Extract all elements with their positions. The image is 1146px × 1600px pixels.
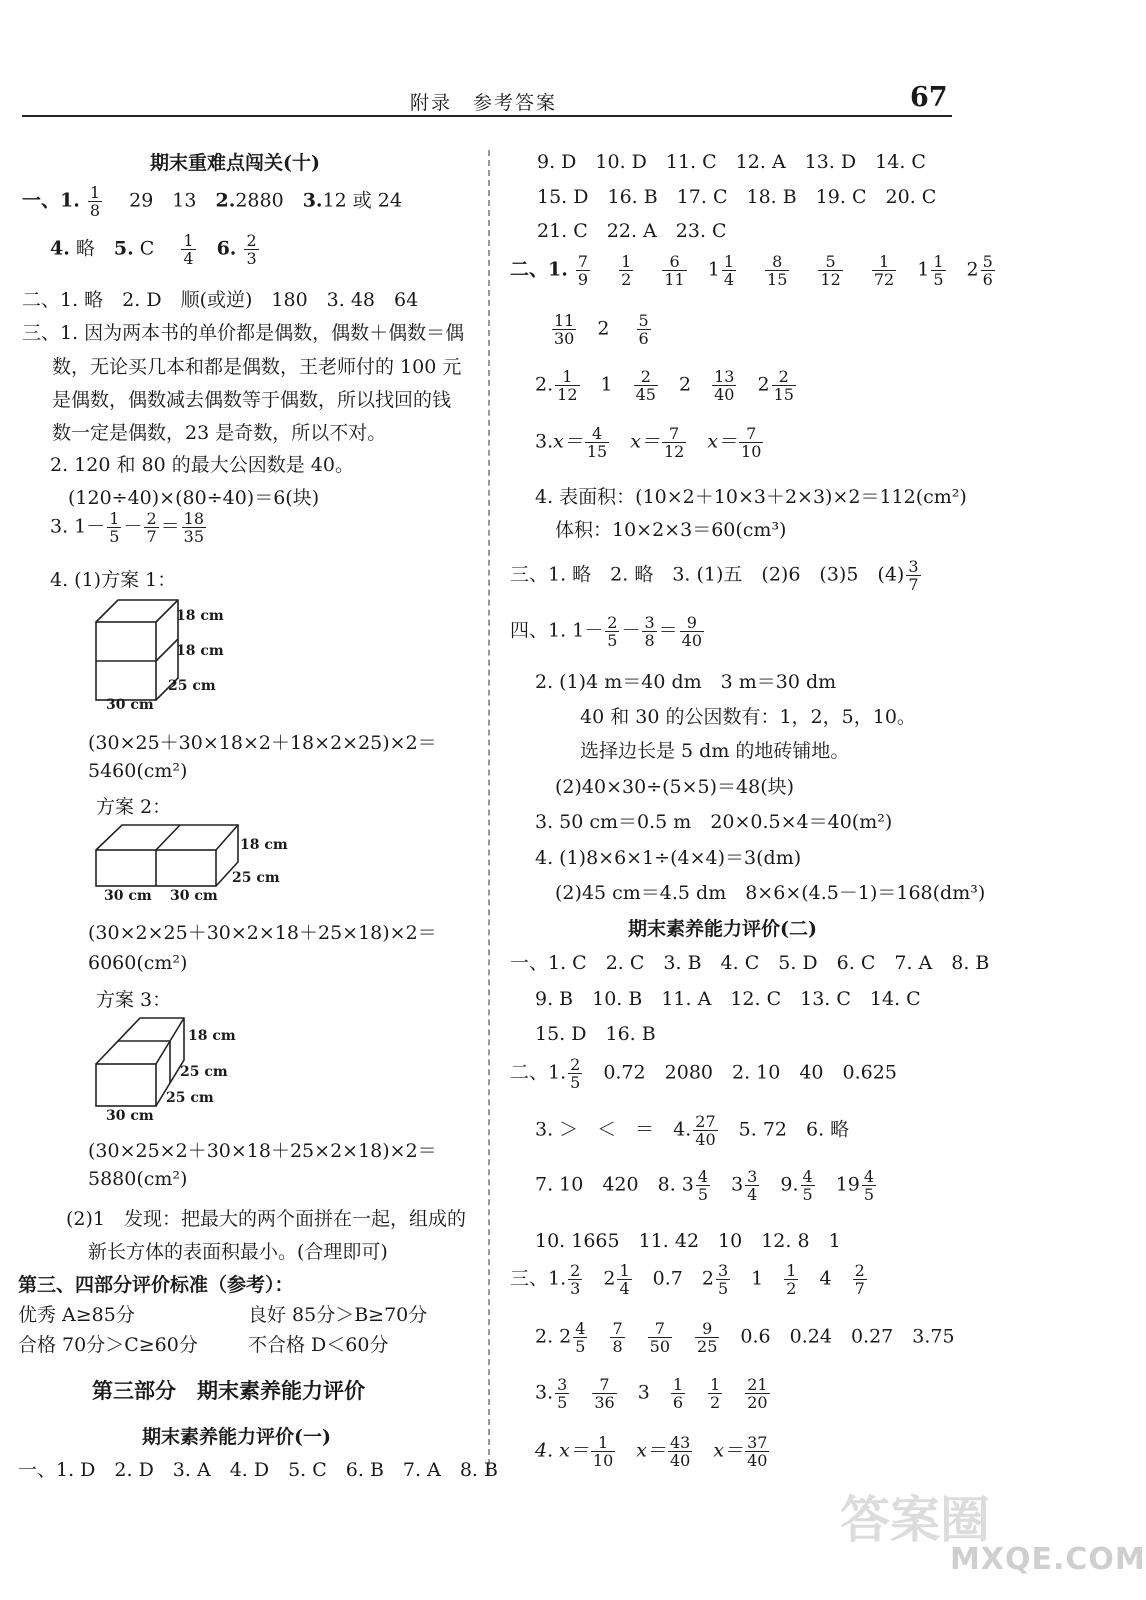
column-divider — [488, 150, 490, 1475]
answer-line: 5460(cm²) — [88, 760, 188, 782]
section-title: 期末素养能力评价(二) — [628, 918, 817, 940]
answer-line: 7. 10 420 8. 3 $\frac{4}{5}$ 3 $\frac{3}{4}$ 9. $\frac{4}{5}$ 19 $\frac{4}{5}$ — [535, 1167, 875, 1204]
answer-line: 6060(cm²) — [88, 952, 188, 974]
cuboid-figure-plan-2 — [92, 820, 242, 892]
answer-line: 4. 表面积：(10×2＋10×3＋2×3)×2＝112(cm²) — [535, 486, 967, 508]
answer-line: 2. 2 $\frac{4}{5}$ $\frac{7}{8}$ $\frac{7}{50}$ $\frac{9}{25}$ 0.6 0.24 0.27 3.75 — [535, 1319, 955, 1356]
dimension-label: 25 cm — [232, 870, 280, 886]
answer-line: 一、1. D 2. D 3. A 4. D 5. C 6. B 7. A 8. B — [18, 1459, 498, 1481]
answer-line: 4. (1)方案 1： — [50, 569, 177, 591]
answer-line: 3. $\frac{3}{5}$ $\frac{7}{36}$ 3 $\frac{1}{6}$ $\frac{1}{2}$ $\frac{21}{20}$ — [535, 1375, 768, 1412]
dimension-label: 30 cm — [106, 1108, 154, 1124]
answer-line: 2. 120 和 80 的最大公因数是 40。 — [50, 454, 354, 476]
dimension-label: 25 cm — [168, 678, 216, 694]
answer-line: 15. D 16. B 17. C 18. B 19. C 20. C — [537, 186, 937, 208]
page-number: 67 — [910, 82, 948, 113]
dimension-label: 18 cm — [240, 837, 288, 853]
answer-line: 3. 1－ $\frac{1}{5}$ － $\frac{2}{7}$ ＝ $\frac{18}{35}$ — [50, 509, 205, 546]
answer-line: 9. B 10. B 11. A 12. C 13. C 14. C — [535, 988, 921, 1010]
answer-line: 40 和 30 的公因数有：1，2，5，10。 — [580, 706, 916, 728]
fraction: $\frac{1}{8}$ — [89, 183, 101, 220]
answer-line: 二、1. $\frac{7}{9}$ $\frac{1}{2}$ $\frac{6}{11}$ 1 $\frac{1}{4}$ $\frac{8}{15}$ $\frac{5}{12}$ $\frac{1}{72}$ 1 $\frac{1}{5}$ 2 $\frac{5}{6}$ — [510, 252, 993, 289]
answer-line: 9. D 10. D 11. C 12. A 13. D 14. C — [537, 151, 926, 173]
answer-line: 一、1. $\frac{1}{8}$ 29 13 2.2880 3.12 或 24 — [22, 183, 402, 220]
answer-line: (30×25×2＋30×18＋25×2×18)×2＝ — [88, 1140, 437, 1162]
answer-line: 选择边长是 5 dm 的地砖铺地。 — [580, 740, 850, 762]
answer-line: (2)45 cm＝4.5 dm 8×6×(4.5－1)＝168(dm³) — [555, 882, 986, 904]
answer-line: 四、1. 1－ $\frac{2}{5}$ － $\frac{3}{8}$ ＝ $\frac{9}{40}$ — [510, 613, 703, 650]
answer-line: 3. 50 cm＝0.5 m 20×0.5×4＝40(m²) — [535, 811, 893, 833]
watermark-logo: 答案圈 — [840, 1491, 990, 1549]
answer-line: 5880(cm²) — [88, 1168, 188, 1190]
dimension-label: 25 cm — [166, 1090, 214, 1106]
watermark-url: MXQE.COM — [950, 1542, 1146, 1577]
answer-line: 10. 1665 11. 42 10 12. 8 1 — [535, 1230, 841, 1252]
cuboid-figure-plan-1 — [92, 592, 182, 712]
answer-line: 新长方体的表面积最小。(合理即可) — [88, 1241, 388, 1263]
dimension-label: 30 cm — [106, 697, 154, 713]
grading-criteria-title: 第三、四部分评价标准（参考）： — [18, 1274, 294, 1296]
answer-line: 体积：10×2×3＝60(cm³) — [555, 519, 787, 541]
answer-line: 数一定是偶数，23 是奇数，所以不对。 — [52, 422, 387, 444]
answer-line: 3.x＝ $\frac{4}{15}$ x＝ $\frac{7}{12}$ x＝ $\frac{7}{10}$ — [535, 424, 762, 461]
grading-row: 优秀 A≥85分 — [18, 1304, 135, 1326]
grading-row: 良好 85分＞B≥70分 — [248, 1304, 428, 1326]
grading-row: 不合格 D＜60分 — [248, 1334, 389, 1356]
answer-line: 4. (1)8×6×1÷(4×4)＝3(dm) — [535, 847, 802, 869]
dimension-label: 25 cm — [180, 1064, 228, 1080]
dimension-label: 30 cm — [170, 888, 218, 904]
answer-line: 4. x＝ $\frac{1}{10}$ x＝ $\frac{43}{40}$ x＝ $\frac{37}{40}$ — [535, 1433, 768, 1470]
answer-line: 15. D 16. B — [535, 1023, 656, 1045]
grading-row: 合格 70分＞C≥60分 — [18, 1334, 198, 1356]
answer-line: 三、1. $\frac{2}{3}$ 2 $\frac{1}{4}$ 0.7 2 $\frac{3}{5}$ 1 $\frac{1}{2}$ 4 $\frac{2}{7}$ — [510, 1261, 865, 1298]
part-title: 第三部分 期末素养能力评价 — [92, 1378, 365, 1403]
answer-line: 4. 略 5. C $\frac{1}{4}$ 6. $\frac{2}{3}$ — [50, 231, 257, 268]
section-title: 期末素养能力评价(一) — [142, 1426, 331, 1448]
answer-line: (30×25＋30×18×2＋18×2×25)×2＝ — [88, 732, 437, 754]
watermark — [840, 1480, 1146, 1580]
answer-line: 21. C 22. A 23. C — [537, 220, 727, 242]
dimension-label: 18 cm — [176, 643, 224, 659]
header-title: 附录 参考答案 — [410, 92, 558, 114]
dimension-label: 18 cm — [176, 608, 224, 624]
dimension-label: 30 cm — [104, 888, 152, 904]
answer-line: (120÷40)×(80÷40)＝6(块) — [68, 487, 320, 509]
answer-line: 2. $\frac{1}{12}$ 1 $\frac{2}{45}$ 2 $\frac{13}{40}$ 2 $\frac{2}{15}$ — [535, 367, 794, 404]
answer-line: 三、1. 因为两本书的单价都是偶数，偶数＋偶数＝偶 — [22, 322, 465, 344]
header-rule — [22, 115, 952, 117]
answer-line: 3. ＞ ＜ ＝ 4. $\frac{27}{40}$ 5. 72 6. 略 — [535, 1112, 850, 1149]
answer-line: (30×2×25＋30×2×18＋25×18)×2＝ — [88, 922, 437, 944]
answer-line: 方案 2： — [96, 796, 172, 818]
answer-line: (2)1 发现：把最大的两个面拼在一起，组成的 — [66, 1208, 467, 1230]
answer-line: 方案 3： — [96, 989, 172, 1011]
answer-line: 二、1. 略 2. D 顺(或逆) 180 3. 48 64 — [22, 289, 419, 311]
answer-line: $\frac{11}{30}$ 2 $\frac{5}{6}$ — [554, 311, 649, 348]
answer-line: 二、1. $\frac{2}{5}$ 0.72 2080 2. 10 40 0.625 — [510, 1055, 897, 1092]
dimension-label: 18 cm — [188, 1028, 236, 1044]
answer-line: 2. (1)4 m＝40 dm 3 m＝30 dm — [535, 671, 837, 693]
section-title: 期末重难点闯关(十) — [150, 152, 320, 174]
answer-line: 一、1. C 2. C 3. B 4. C 5. D 6. C 7. A 8. B — [510, 952, 990, 974]
answer-line: (2)40×30÷(5×5)＝48(块) — [555, 776, 795, 798]
answer-line: 数，无论买几本和都是偶数，王老师付的 100 元 — [52, 356, 462, 378]
answer-line: 是偶数，偶数减去偶数等于偶数，所以找回的钱 — [52, 389, 452, 411]
answer-line: 三、1. 略 2. 略 3. (1)五 (2)6 (3)5 (4) $\frac{3}{7}$ — [510, 557, 919, 594]
